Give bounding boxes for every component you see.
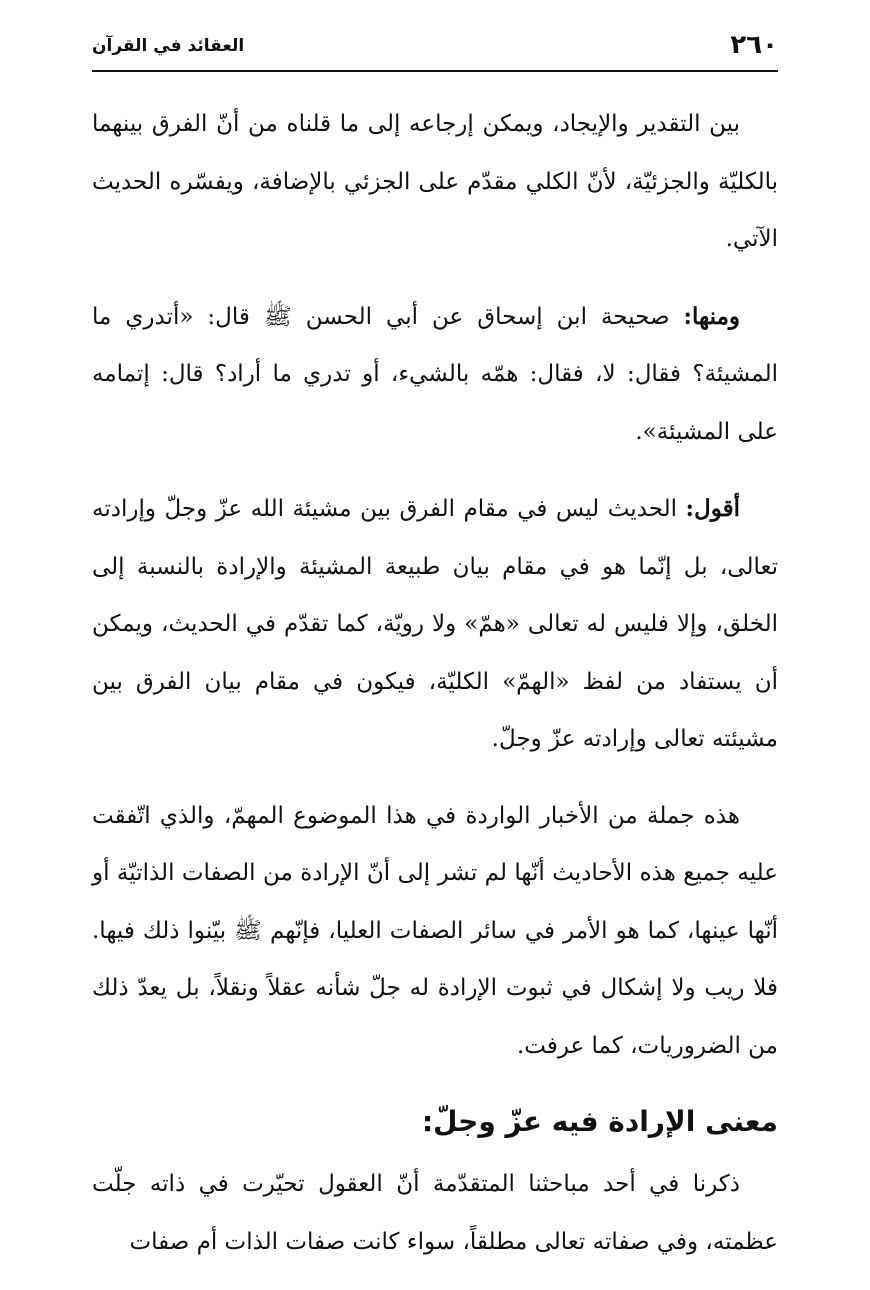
section-heading: معنى الإرادة فيه عزّ وجلّ: <box>421 1105 778 1138</box>
paragraph-text: ذكرنا في أحد مباحثنا المتقدّمة أنّ العقول تحيّرت في ذاته جلّت عظمته، وفي صفاته تعالى مطلقاً، سواء كانت صفات الذات أم صفات <box>92 1171 778 1255</box>
paragraph-lead: أقول: <box>685 495 740 522</box>
running-header <box>92 28 778 72</box>
book-title: العقائد في القرآن <box>92 36 245 56</box>
paragraph-text: صحيحة ابن إسحاق عن أبي الحسن ﷺ قال: «أتدري ما المشيئة؟ فقال: لا، فقال: همّه بالشيء، أو تدري ما أراد؟ قال: إتمامه على المشيئة». <box>92 303 778 445</box>
paragraph-text: هذه جملة من الأخبار الواردة في هذا الموضوع المهمّ، والذي اتّفقت عليه جميع هذه الأحاديث أنّها لم تشر إلى أنّ الإرادة من الصفات الذاتيّة أو أنّها عينها، كما هو الأمر في سائر الصفات العليا، فإنّهم ﷺ بيّنوا ذلك فيها. فلا ريب ولا إشكال في ثبوت الإرادة له جلّ شأنه عقلاً ونقلاً، بل يعدّ ذلك من الضروريات، كما عرفت. <box>92 802 778 1059</box>
paragraph-lead: ومنها: <box>683 302 740 330</box>
paragraph-summary <box>92 788 778 1076</box>
paragraph-text: الحديث ليس في مقام الفرق بين مشيئة الله عزّ وجلّ وإرادته تعالى، بل إنّما هو في مقام بيان طبيعة المشيئة والإرادة بالنسبة إلى الخلق، وإلا فليس له تعالى «همّ» ولا رويّة، كما تقدّم في الحديث، ويمكن أن يستفاد من لفظ «الهمّ» الكليّة، فيكون في مقام بيان الفرق بين مشيئته تعالى وإرادته عزّ وجلّ. <box>92 496 778 752</box>
paragraph-hadith <box>92 288 778 462</box>
paragraph-section-start <box>92 1156 778 1271</box>
body-text <box>92 96 778 1290</box>
paragraph-commentary <box>92 480 778 769</box>
paragraph-text: بين التقدير والإيجاد، ويمكن إرجاعه إلى ما قلناه من أنّ الفرق بينهما بالكليّة والجزئيّة، لأنّ الكلي مقدّم على الجزئي بالإضافة، ويفسّره الحديث الآتي. <box>92 111 778 252</box>
page-number: ٢٦٠ <box>730 30 778 60</box>
paragraph-continuation <box>92 96 778 269</box>
